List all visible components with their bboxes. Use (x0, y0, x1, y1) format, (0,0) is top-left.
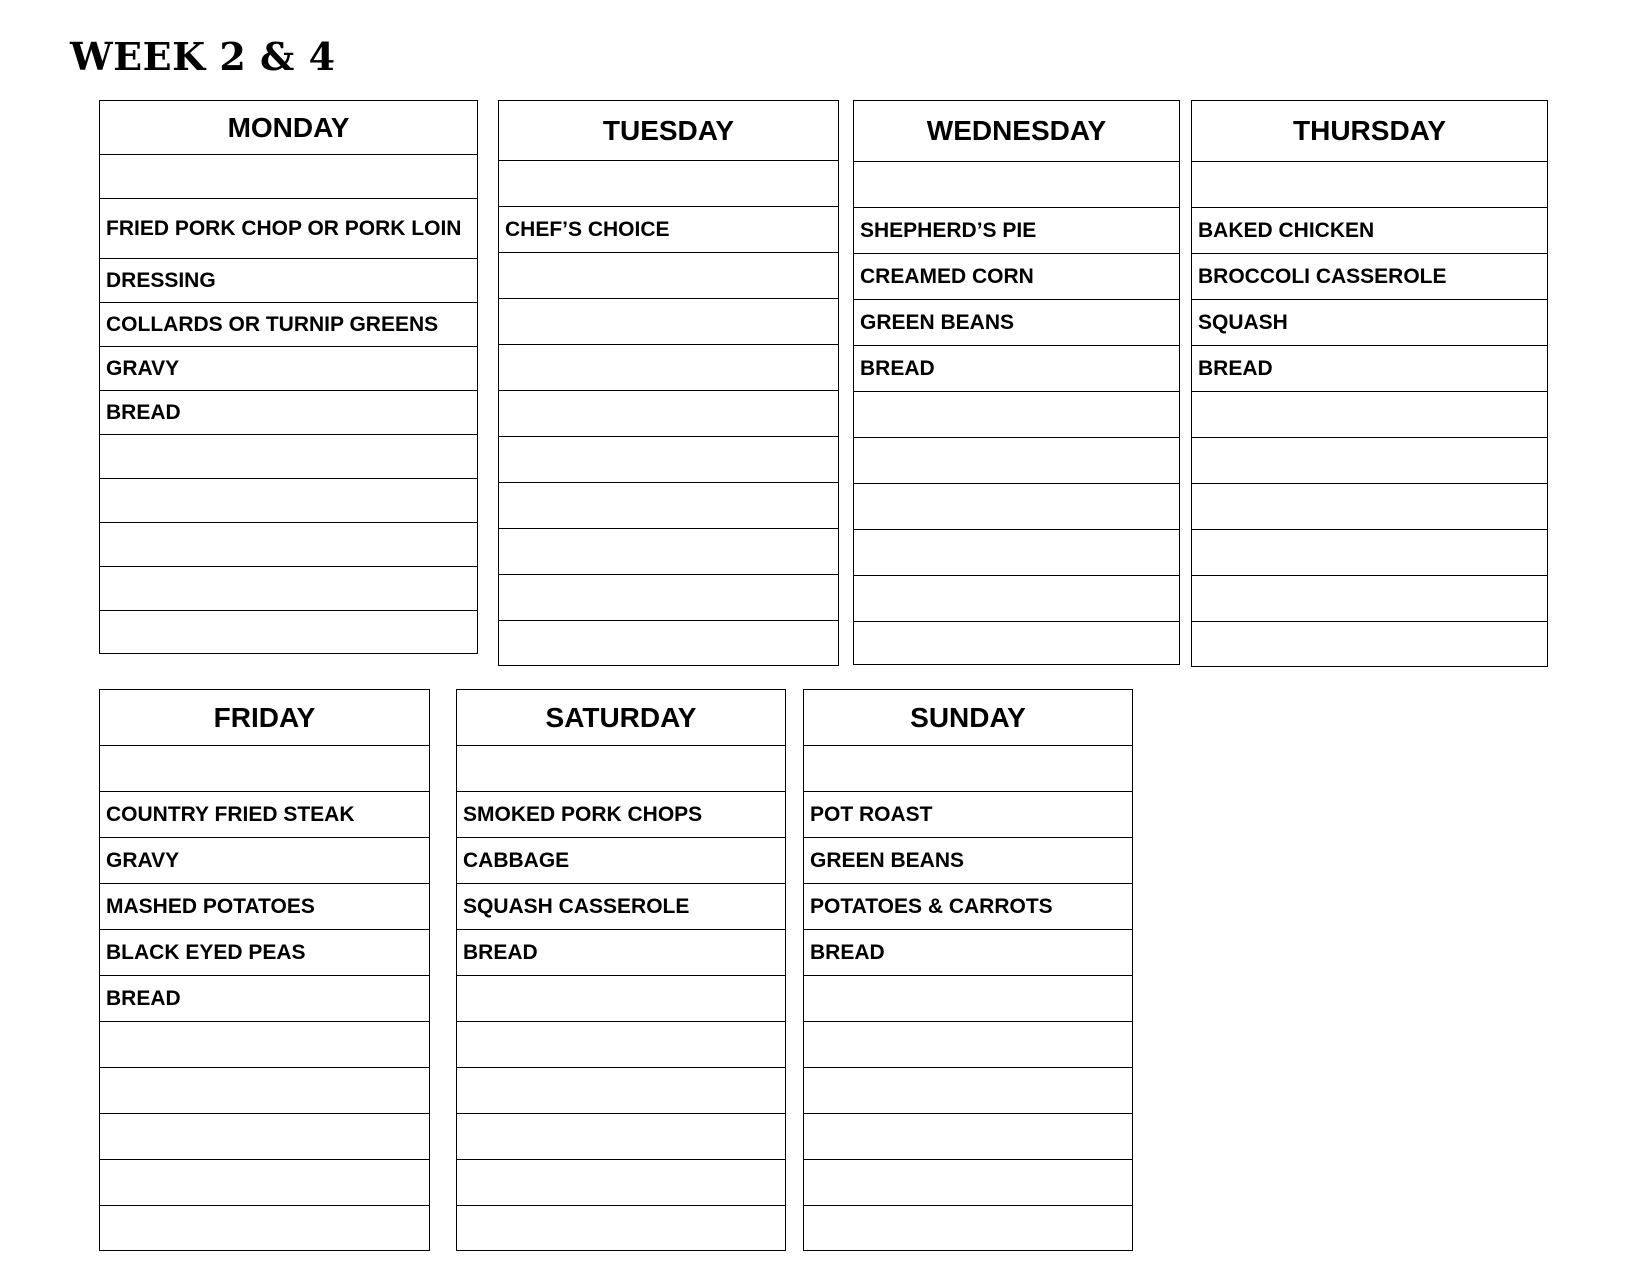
menu-item-row: BLACK EYED PEAS (100, 930, 429, 976)
menu-item-row (457, 1068, 785, 1114)
menu-item-row (457, 976, 785, 1022)
menu-item-row (1192, 392, 1547, 438)
menu-item-row: BREAD (854, 346, 1179, 392)
menu-item-row: CHEF’S CHOICE (499, 207, 838, 253)
menu-item-row (854, 438, 1179, 484)
menu-item-row: MASHED POTATOES (100, 884, 429, 930)
menu-item-row (499, 391, 838, 437)
day-header-tuesday: TUESDAY (499, 101, 838, 161)
menu-item-row: GREEN BEANS (804, 838, 1132, 884)
menu-item-row (100, 1160, 429, 1206)
menu-item-row (100, 746, 429, 792)
menu-item-row: BREAD (100, 976, 429, 1022)
menu-item-row (854, 484, 1179, 530)
menu-item-row: BREAD (100, 391, 477, 435)
menu-item-row: DRESSING (100, 259, 477, 303)
menu-item-row: COUNTRY FRIED STEAK (100, 792, 429, 838)
day-table-wednesday (853, 100, 1180, 665)
menu-item-row (1192, 530, 1547, 576)
menu-item-row (100, 479, 477, 523)
menu-item-row (457, 1206, 785, 1250)
menu-item-row (854, 530, 1179, 576)
menu-item-row: BREAD (457, 930, 785, 976)
menu-item-row (499, 161, 838, 207)
menu-item-row (804, 746, 1132, 792)
day-table-monday (99, 100, 478, 654)
menu-item-row: GRAVY (100, 838, 429, 884)
menu-item-row: SMOKED PORK CHOPS (457, 792, 785, 838)
menu-item-row (499, 345, 838, 391)
menu-item-row: COLLARDS OR TURNIP GREENS (100, 303, 477, 347)
day-table-friday (99, 689, 430, 1251)
menu-item-row: FRIED PORK CHOP OR PORK LOIN (100, 199, 477, 259)
menu-item-row (499, 621, 838, 665)
menu-item-row (1192, 622, 1547, 666)
menu-item-row (499, 253, 838, 299)
menu-item-row: GRAVY (100, 347, 477, 391)
menu-item-row (499, 575, 838, 621)
menu-item-row (854, 162, 1179, 208)
menu-item-row: POT ROAST (804, 792, 1132, 838)
menu-item-row (499, 483, 838, 529)
menu-item-row (100, 155, 477, 199)
menu-item-row: BREAD (804, 930, 1132, 976)
day-table-tuesday (498, 100, 839, 666)
menu-item-row (804, 1022, 1132, 1068)
menu-item-row: BROCCOLI CASSEROLE (1192, 254, 1547, 300)
menu-item-row (100, 523, 477, 567)
day-table-thursday (1191, 100, 1548, 667)
menu-item-row (457, 1160, 785, 1206)
menu-item-row: SQUASH CASSEROLE (457, 884, 785, 930)
menu-item-row (1192, 576, 1547, 622)
menu-item-row (100, 611, 477, 653)
day-table-sunday (803, 689, 1133, 1251)
menu-item-row: GREEN BEANS (854, 300, 1179, 346)
menu-item-row (457, 1114, 785, 1160)
menu-item-row (499, 437, 838, 483)
menu-item-row: BAKED CHICKEN (1192, 208, 1547, 254)
menu-item-row (100, 1068, 429, 1114)
menu-item-row (1192, 162, 1547, 208)
menu-item-row (804, 1068, 1132, 1114)
menu-item-row (804, 976, 1132, 1022)
menu-item-row (100, 435, 477, 479)
day-header-sunday: SUNDAY (804, 690, 1132, 746)
menu-item-row (854, 576, 1179, 622)
menu-item-row (100, 1114, 429, 1160)
menu-item-row (854, 392, 1179, 438)
menu-item-row (100, 1206, 429, 1250)
menu-item-row (499, 299, 838, 345)
menu-item-row: SHEPHERD’S PIE (854, 208, 1179, 254)
day-header-monday: MONDAY (100, 101, 477, 155)
page-title: WEEK 2 & 4 (70, 34, 336, 79)
menu-item-row (1192, 484, 1547, 530)
menu-item-row: SQUASH (1192, 300, 1547, 346)
menu-item-row: POTATOES & CARROTS (804, 884, 1132, 930)
menu-item-row (804, 1206, 1132, 1250)
menu-item-row (1192, 438, 1547, 484)
menu-item-row (457, 1022, 785, 1068)
day-table-saturday (456, 689, 786, 1251)
day-header-saturday: SATURDAY (457, 690, 785, 746)
menu-item-row: CABBAGE (457, 838, 785, 884)
day-header-thursday: THURSDAY (1192, 101, 1547, 162)
menu-item-row: BREAD (1192, 346, 1547, 392)
menu-item-row (100, 567, 477, 611)
menu-item-row: CREAMED CORN (854, 254, 1179, 300)
menu-item-row (804, 1114, 1132, 1160)
menu-item-row (804, 1160, 1132, 1206)
menu-item-row (457, 746, 785, 792)
menu-item-row (100, 1022, 429, 1068)
day-header-wednesday: WEDNESDAY (854, 101, 1179, 162)
menu-item-row (854, 622, 1179, 664)
day-header-friday: FRIDAY (100, 690, 429, 746)
menu-item-row (499, 529, 838, 575)
